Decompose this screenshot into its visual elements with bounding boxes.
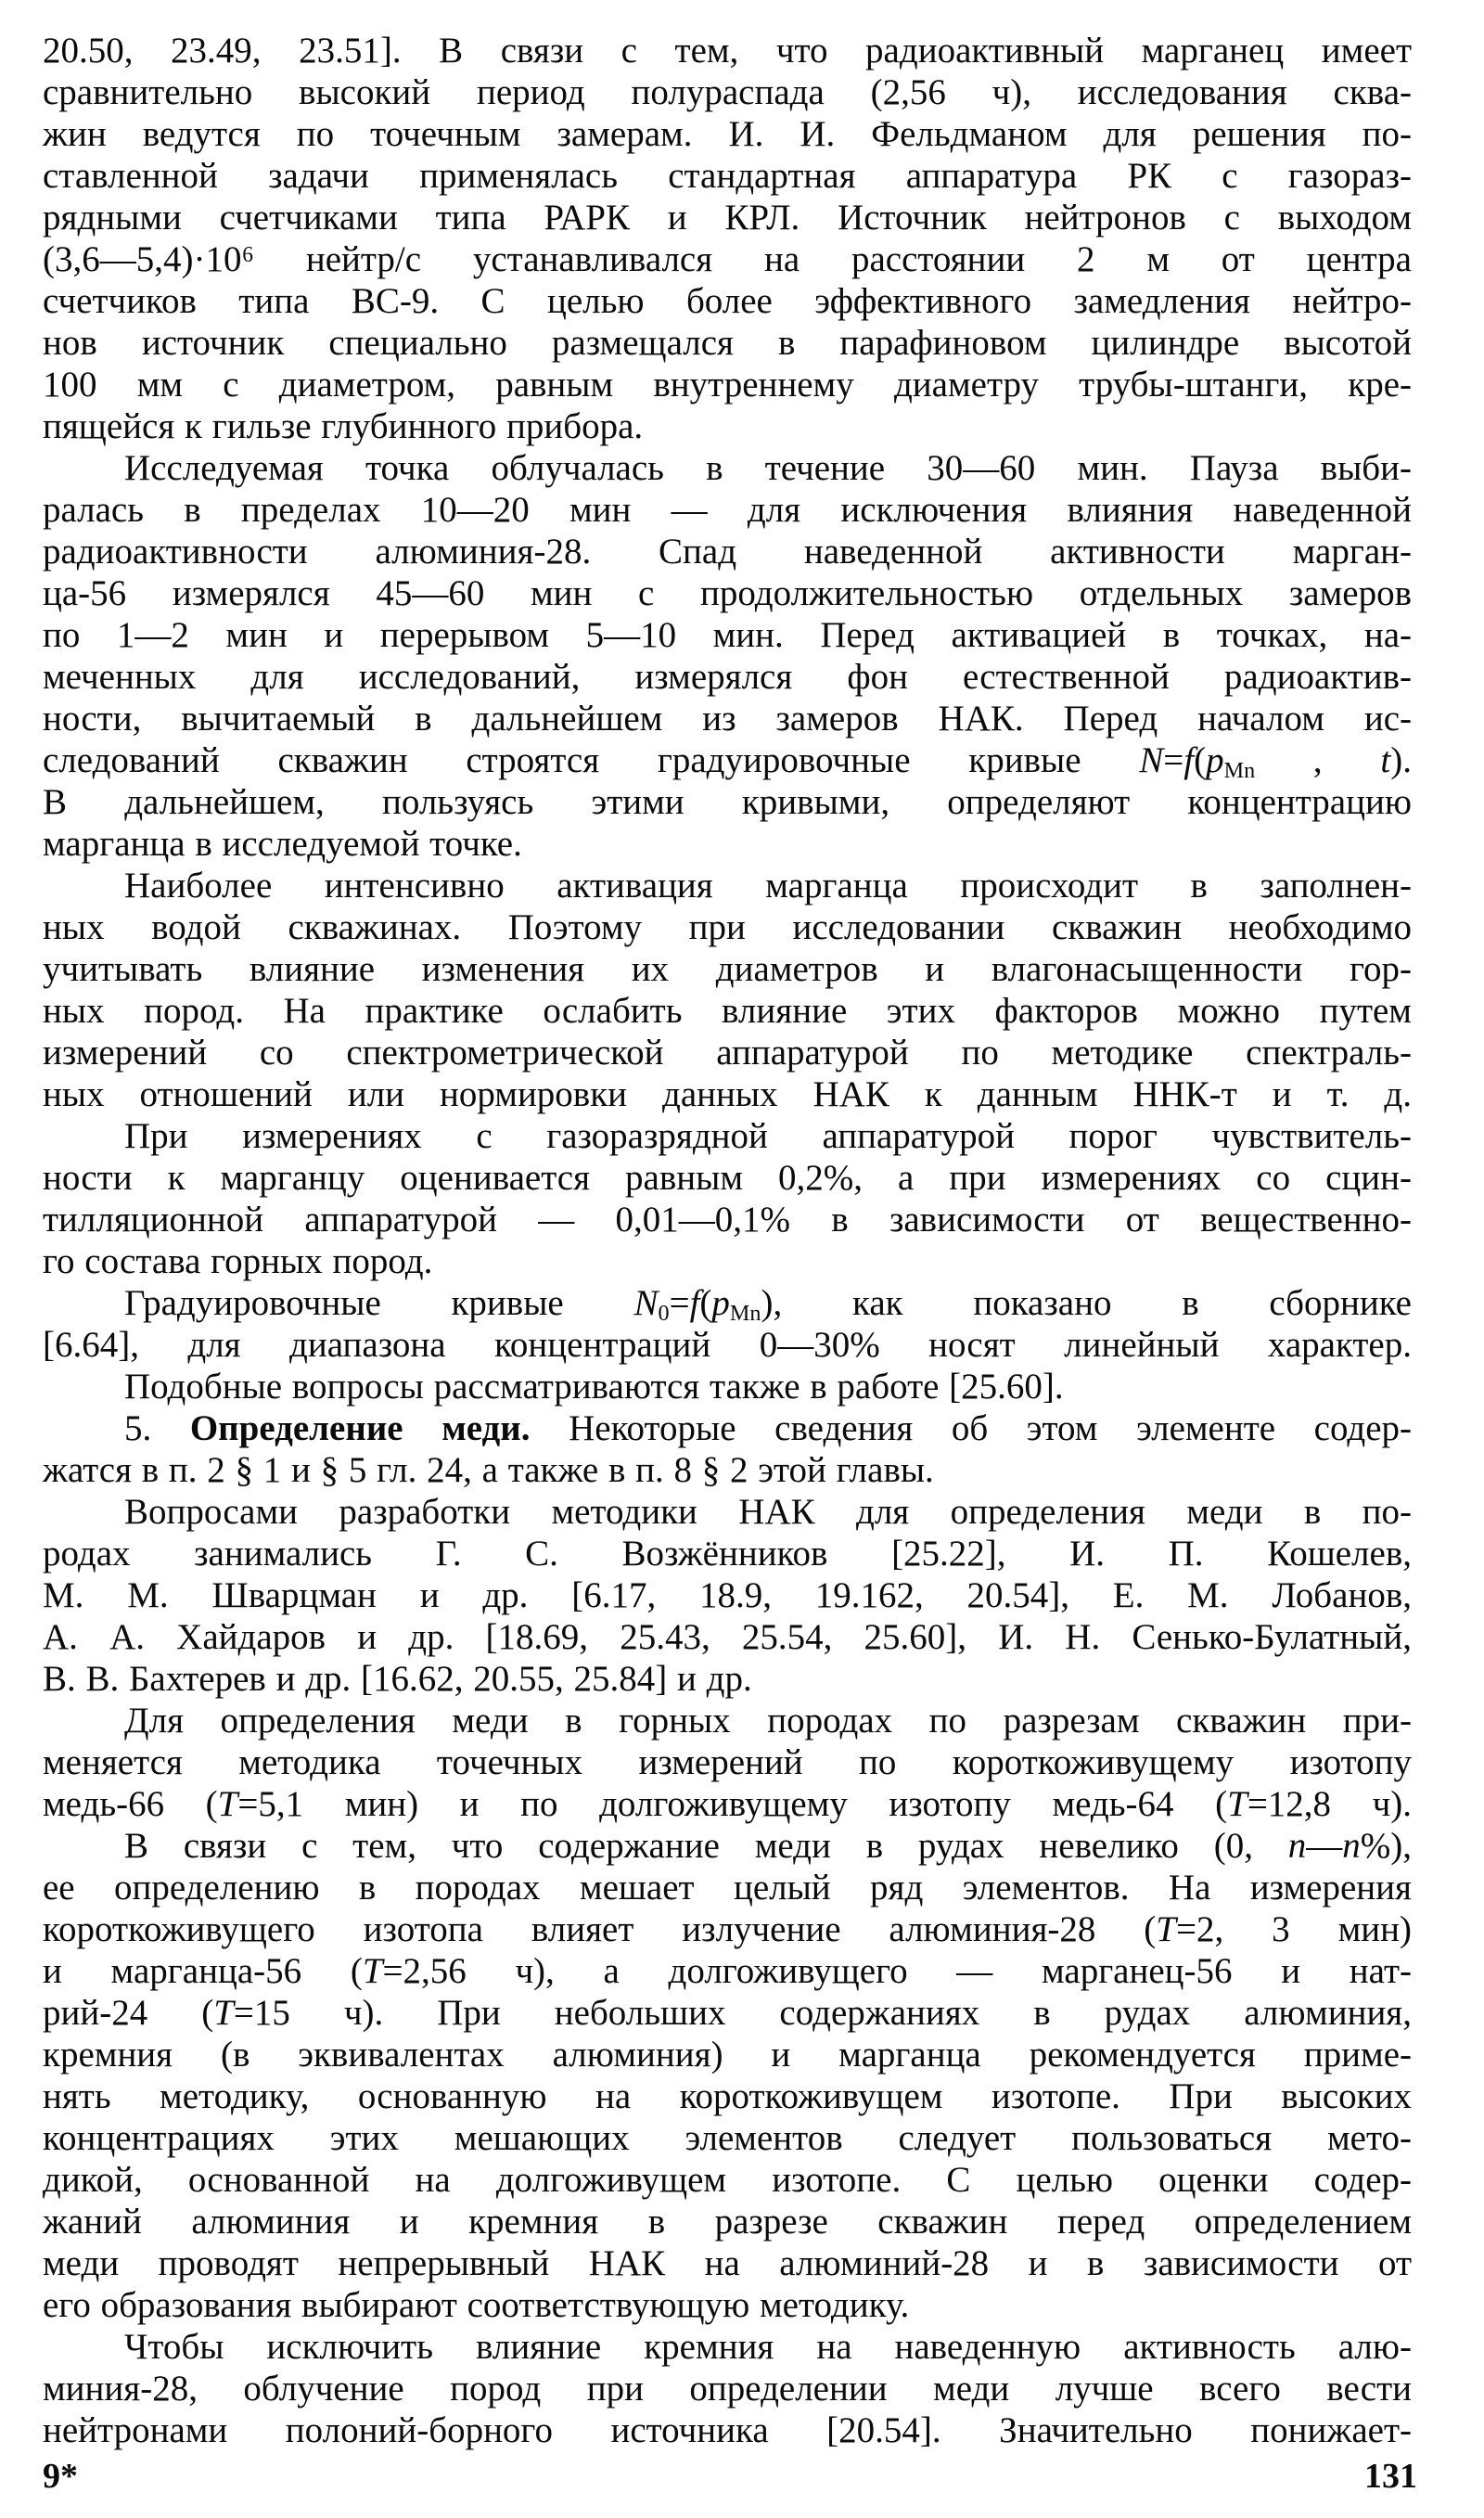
text-line: Для определения меди в горных породах по разрезам скважин при-	[124, 1701, 1412, 1741]
text-line: меди проводят непрерывный НАК на алюминий-28 и в зависимости от	[43, 2243, 1412, 2283]
text-line: ее определению в породах мешает целый ряд элементов. На измерения	[43, 1868, 1412, 1908]
text-line: тилляционной аппаратурой — 0,01—0,1% в зависимости от вещественно-	[43, 1200, 1412, 1240]
text-line: ставленной задачи применялась стандартная аппаратура РК с газораз-	[43, 156, 1412, 196]
text-line: концентрациях этих мешающих элементов следует пользоваться мето-	[43, 2118, 1412, 2158]
text-line: следований скважин строятся градуировочные кривые $N=f(p_{Mn}$ , t).	[43, 740, 1413, 784]
text-line: нять методику, основанную на короткоживущем изотопе. При высоких	[43, 2076, 1412, 2116]
text-line: [6.64], для диапазона концентраций 0—30% носят линейный характер.	[43, 1325, 1412, 1365]
text-line: радиоактивности алюминия-28. Спад наведенной активности марган-	[43, 532, 1412, 572]
text-line: В связи с тем, что содержание меди в рудах невелико (0, n—n%),	[124, 1826, 1412, 1866]
text-line: дикой, основанной на долгоживущем изотопе. С целью оценки содер-	[43, 2160, 1412, 2200]
text-line: жатся в п. 2 § 1 и § 5 гл. 24, а также в п. 8 § 2 этой главы.	[43, 1450, 934, 1490]
text-line: медь-66 (T=5,1 мин) и по долгоживущему изотопу медь-64 (T=12,8 ч).	[43, 1784, 1412, 1824]
paragraph	[43, 1825, 1412, 2326]
text-line: Подобные вопросы рассматриваются также в работе [25.60].	[124, 1367, 1064, 1407]
text-line: жаний алюминия и кремния в разрезе скважин перед определением	[43, 2202, 1412, 2242]
text-line: его образования выбирают соответствующую методику.	[43, 2285, 910, 2325]
text-line: В дальнейшем, пользуясь этими кривыми, определяют концентрацию	[43, 782, 1412, 822]
text-line: кремния (в эквивалентах алюминия) и марганца рекомендуется приме-	[43, 2035, 1412, 2075]
paragraph	[43, 2326, 1412, 2451]
paragraph	[43, 447, 1412, 865]
text-line: ралась в пределах 10—20 мин — для исключения влияния наведенной	[43, 490, 1412, 530]
paragraph	[43, 30, 1412, 447]
text-line: измерений со спектрометрической аппаратурой по методике спектраль-	[43, 1033, 1412, 1073]
text-line: нов источник специально размещался в парафиновом цилиндре высотой	[43, 323, 1412, 363]
text-line: и марганца-56 (T=2,56 ч), а долгоживущего — марганец-56 и нат-	[43, 1951, 1412, 1991]
text-line: Чтобы исключить влияние кремния на наведенную активность алю-	[124, 2327, 1412, 2367]
text-line: Градуировочные кривые $N_0=f(p_{Mn})$, как показано в сборнике	[124, 1283, 1412, 1327]
text-line: родах занимались Г. С. Возжёнников [25.22], И. П. Кошелев,	[43, 1534, 1412, 1574]
text-line: А. А. Хайдаров и др. [18.69, 25.43, 25.54, 25.60], И. Н. Сенько-Булатный,	[43, 1617, 1412, 1657]
text-line: рядными счетчиками типа РАРК и КРЛ. Источник нейтронов с выходом	[43, 198, 1412, 238]
text-line: миния-28, облучение пород при определении меди лучше всего вести	[43, 2369, 1412, 2409]
text-line: ных отношений или нормировки данных НАК к данным ННК-т и т. д.	[43, 1074, 1412, 1114]
text-line: сравнительно высокий период полураспада (2,56 ч), исследования сква-	[43, 72, 1412, 112]
text-line: ности, вычитаемый в дальнейшем из замеров НАК. Перед началом ис-	[43, 699, 1412, 739]
text-line: ных пород. На практике ослабить влияние этих факторов можно путем	[43, 991, 1412, 1031]
paragraph	[43, 1366, 1412, 1407]
text-line: Вопросами разработки методики НАК для определения меди в по-	[124, 1492, 1412, 1532]
text-block	[43, 30, 1412, 2451]
paragraph	[43, 1115, 1412, 1282]
text-line: марганца в исследуемой точке.	[43, 824, 522, 864]
text-line: го состава горных пород.	[43, 1241, 433, 1281]
text-line: по 1—2 мин и перерывом 5—10 мин. Перед активацией в точках, на-	[43, 615, 1412, 655]
text-line: меняется методика точечных измерений по короткоживущему изотопу	[43, 1742, 1412, 1782]
text-line: нейтронами полоний-борного источника [20.54]. Значительно понижает-	[43, 2410, 1412, 2450]
text-line: рий-24 (T=15 ч). При небольших содержаниях в рудах алюминия,	[43, 1993, 1412, 2033]
paragraph	[43, 1491, 1412, 1700]
text-line: короткоживущего изотопа влияет излучение алюминия-28 (T=2, 3 мин)	[43, 1909, 1412, 1949]
paragraph	[43, 865, 1412, 1115]
paragraph	[43, 1700, 1412, 1825]
text-line: Исследуемая точка облучалась в течение 30—60 мин. Пауза выби-	[124, 448, 1412, 488]
paragraph	[43, 1407, 1412, 1491]
text-line: ца-56 измерялся 45—60 мин с продолжительностью отдельных замеров	[43, 573, 1412, 613]
text-line: ности к марганцу оценивается равным 0,2%, а при измерениях со сцин-	[43, 1158, 1412, 1198]
signature-mark: 9*	[43, 2457, 78, 2496]
text-line: жин ведутся по точечным замерам. И. И. Фельдманом для решения по-	[43, 114, 1412, 154]
text-line: учитывать влияние изменения их диаметров и влагонасыщенности гор-	[43, 949, 1412, 989]
text-line: 100 мм с диаметром, равным внутреннему диаметру трубы-штанги, кре-	[43, 365, 1412, 405]
text-line: меченных для исследований, измерялся фон естественной радиоактив-	[43, 657, 1412, 697]
text-line: (3,6—5,4)·10⁶ нейтр/с устанавливался на расстоянии 2 м от центра	[43, 239, 1412, 279]
text-line: пящейся к гильзе глубинного прибора.	[43, 406, 644, 446]
text-line: М. М. Шварцман и др. [6.17, 18.9, 19.162, 20.54], Е. М. Лобанов,	[43, 1575, 1412, 1615]
page-number: 131	[1364, 2457, 1417, 2496]
page-footer	[43, 2456, 1417, 2498]
text-line: 20.50, 23.49, 23.51]. В связи с тем, что радиоактивный марганец имеет	[43, 31, 1412, 71]
text-line: ных водой скважинах. Поэтому при исследовании скважин необходимо	[43, 907, 1412, 947]
text-line: 5. Определение меди. Некоторые сведения об этом элементе содер-	[124, 1408, 1412, 1448]
text-line: счетчиков типа ВС-9. С целью более эффективного замедления нейтро-	[43, 281, 1412, 321]
paragraph	[43, 1282, 1412, 1366]
text-line: В. В. Бахтерев и др. [16.62, 20.55, 25.84] и др.	[43, 1659, 752, 1699]
text-line: Наиболее интенсивно активация марганца происходит в заполнен-	[124, 866, 1412, 906]
text-line: При измерениях с газоразрядной аппаратурой порог чувствитель-	[124, 1116, 1412, 1156]
